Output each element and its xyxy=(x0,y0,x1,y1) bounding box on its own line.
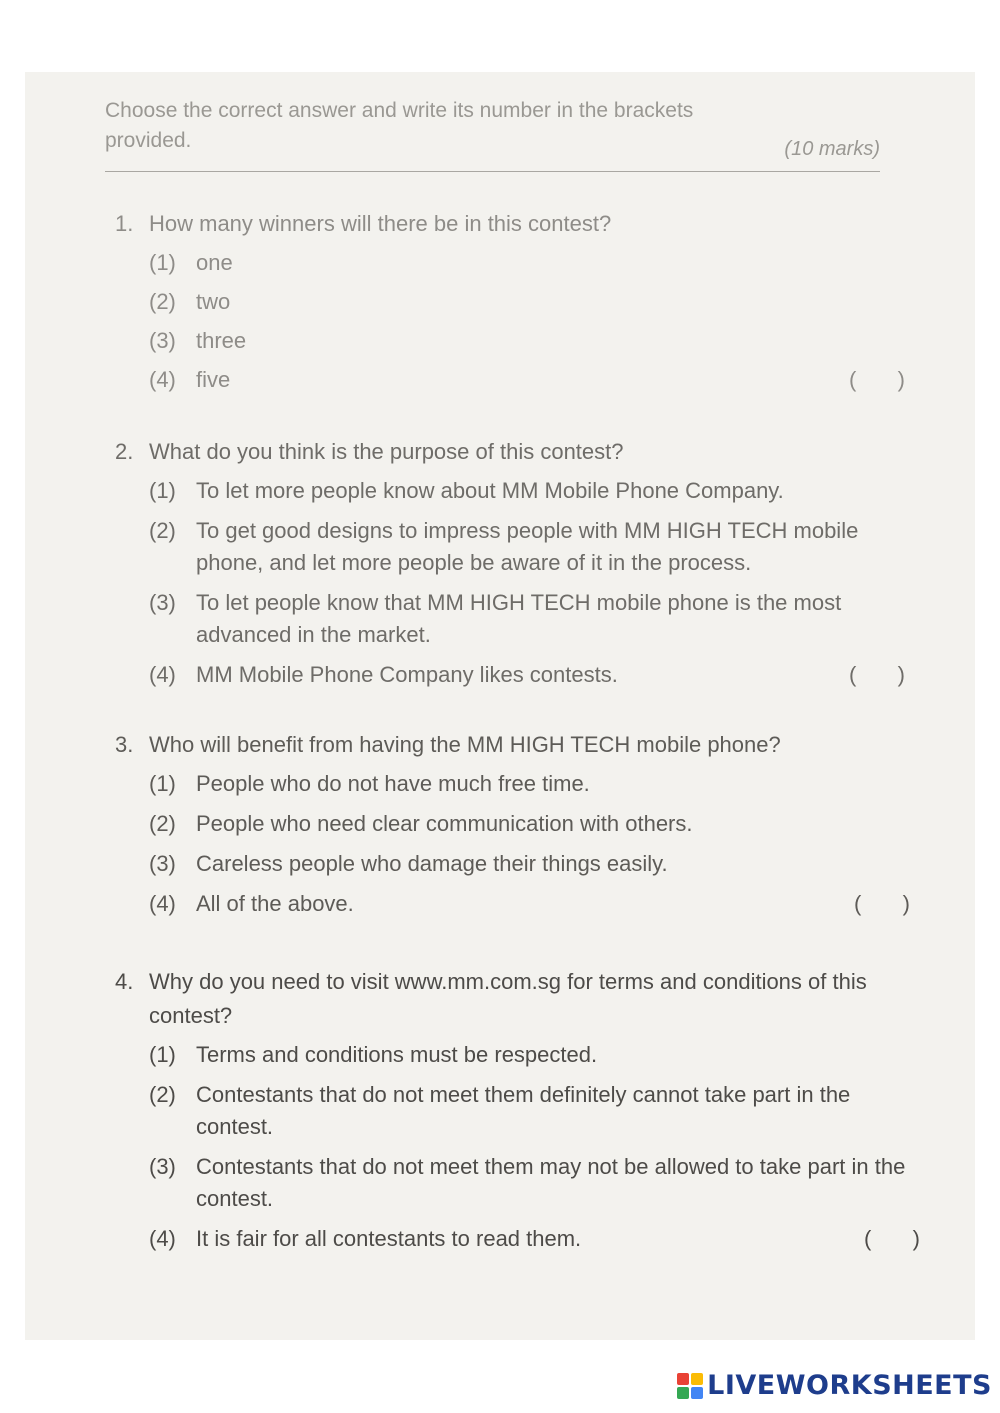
option xyxy=(115,364,905,395)
option-text: two xyxy=(196,289,231,314)
answer-bracket-3[interactable] xyxy=(854,888,910,920)
logo-square xyxy=(677,1387,689,1399)
option-number: (2) xyxy=(149,289,176,314)
option xyxy=(115,1151,920,1215)
option-number: (1) xyxy=(149,250,176,275)
option-number: (4) xyxy=(149,891,176,916)
question-number: 2. xyxy=(115,439,134,464)
option-text: To let more people know about MM Mobile Phone Company. xyxy=(196,478,784,503)
option xyxy=(115,325,905,356)
option-number: (2) xyxy=(149,518,176,543)
question-number: 4. xyxy=(115,969,134,994)
marks-label: (10 marks) xyxy=(784,138,880,160)
option xyxy=(115,768,910,800)
question-stem: What do you think is the purpose of this contest? xyxy=(149,439,624,464)
option-text: People who do not have much free time. xyxy=(196,771,590,796)
bracket-open: ( xyxy=(849,367,857,392)
option-number: (1) xyxy=(149,1042,176,1067)
option xyxy=(115,659,905,691)
question-3 xyxy=(115,728,910,928)
option xyxy=(115,475,905,507)
logo-icon xyxy=(677,1373,703,1399)
logo-square xyxy=(691,1373,703,1385)
question-2 xyxy=(115,435,905,699)
option xyxy=(115,286,905,317)
option-number: (2) xyxy=(149,811,176,836)
option-number: (3) xyxy=(149,1154,176,1179)
option-number: (4) xyxy=(149,662,176,687)
option-text: All of the above. xyxy=(196,891,354,916)
option xyxy=(115,848,910,880)
option-text: To get good designs to impress people with MM HIGH TECH mobile phone, and let more people be aware of it in the process. xyxy=(196,518,859,575)
option-number: (3) xyxy=(149,328,176,353)
question-number: 3. xyxy=(115,732,134,757)
option-text: one xyxy=(196,250,233,275)
option-number: (4) xyxy=(149,1226,176,1251)
option-text: Terms and conditions must be respected. xyxy=(196,1042,598,1067)
option xyxy=(115,587,905,651)
question-stem: Who will benefit from having the MM HIGH TECH mobile phone? xyxy=(149,732,781,757)
option-text: Contestants that do not meet them definitely cannot take part in the contest. xyxy=(196,1082,851,1139)
question-number: 1. xyxy=(115,211,134,236)
question-1 xyxy=(115,207,905,403)
option-number: (3) xyxy=(149,590,176,615)
option-text: Careless people who damage their things easily. xyxy=(196,851,668,876)
option xyxy=(115,515,905,579)
question-stem: Why do you need to visit www.mm.com.sg for terms and conditions of this contest? xyxy=(149,969,867,1028)
option-number: (3) xyxy=(149,851,176,876)
question-4 xyxy=(115,965,920,1263)
bracket-close: ) xyxy=(897,662,905,687)
bracket-open: ( xyxy=(849,662,857,687)
header-divider xyxy=(105,171,880,172)
answer-bracket-2[interactable] xyxy=(849,659,905,691)
option-text: five xyxy=(196,367,231,392)
option-text: MM Mobile Phone Company likes contests. xyxy=(196,662,618,687)
logo-square xyxy=(677,1373,689,1385)
instructions xyxy=(105,96,880,160)
option xyxy=(115,1223,920,1255)
option-text: To let people know that MM HIGH TECH mobile phone is the most advanced in the market. xyxy=(196,590,842,647)
option-text: Contestants that do not meet them may not be allowed to take part in the contest. xyxy=(196,1154,906,1211)
option xyxy=(115,247,905,278)
liveworksheets-logo xyxy=(677,1370,992,1401)
logo-text: LIVEWORKSHEETS xyxy=(707,1370,992,1401)
bracket-close: ) xyxy=(912,1226,920,1251)
option xyxy=(115,888,910,920)
question-stem: How many winners will there be in this contest? xyxy=(149,211,612,236)
instructions-line-1: Choose the correct answer and write its number in the brackets xyxy=(105,99,694,122)
option xyxy=(115,1079,920,1143)
logo-square xyxy=(691,1387,703,1399)
option-text: People who need clear communication with others. xyxy=(196,811,693,836)
option-text: It is fair for all contestants to read them. xyxy=(196,1226,582,1251)
option-text: three xyxy=(196,328,247,353)
option-number: (1) xyxy=(149,771,176,796)
bracket-open: ( xyxy=(864,1226,872,1251)
bracket-close: ) xyxy=(897,367,905,392)
bracket-close: ) xyxy=(902,891,910,916)
option-number: (1) xyxy=(149,478,176,503)
option xyxy=(115,808,910,840)
answer-bracket-4[interactable] xyxy=(864,1223,920,1255)
option xyxy=(115,1039,920,1071)
answer-bracket-1[interactable] xyxy=(849,364,905,395)
bracket-open: ( xyxy=(854,891,862,916)
option-number: (4) xyxy=(149,367,176,392)
instructions-line-2: provided. xyxy=(105,129,192,152)
option-number: (2) xyxy=(149,1082,176,1107)
